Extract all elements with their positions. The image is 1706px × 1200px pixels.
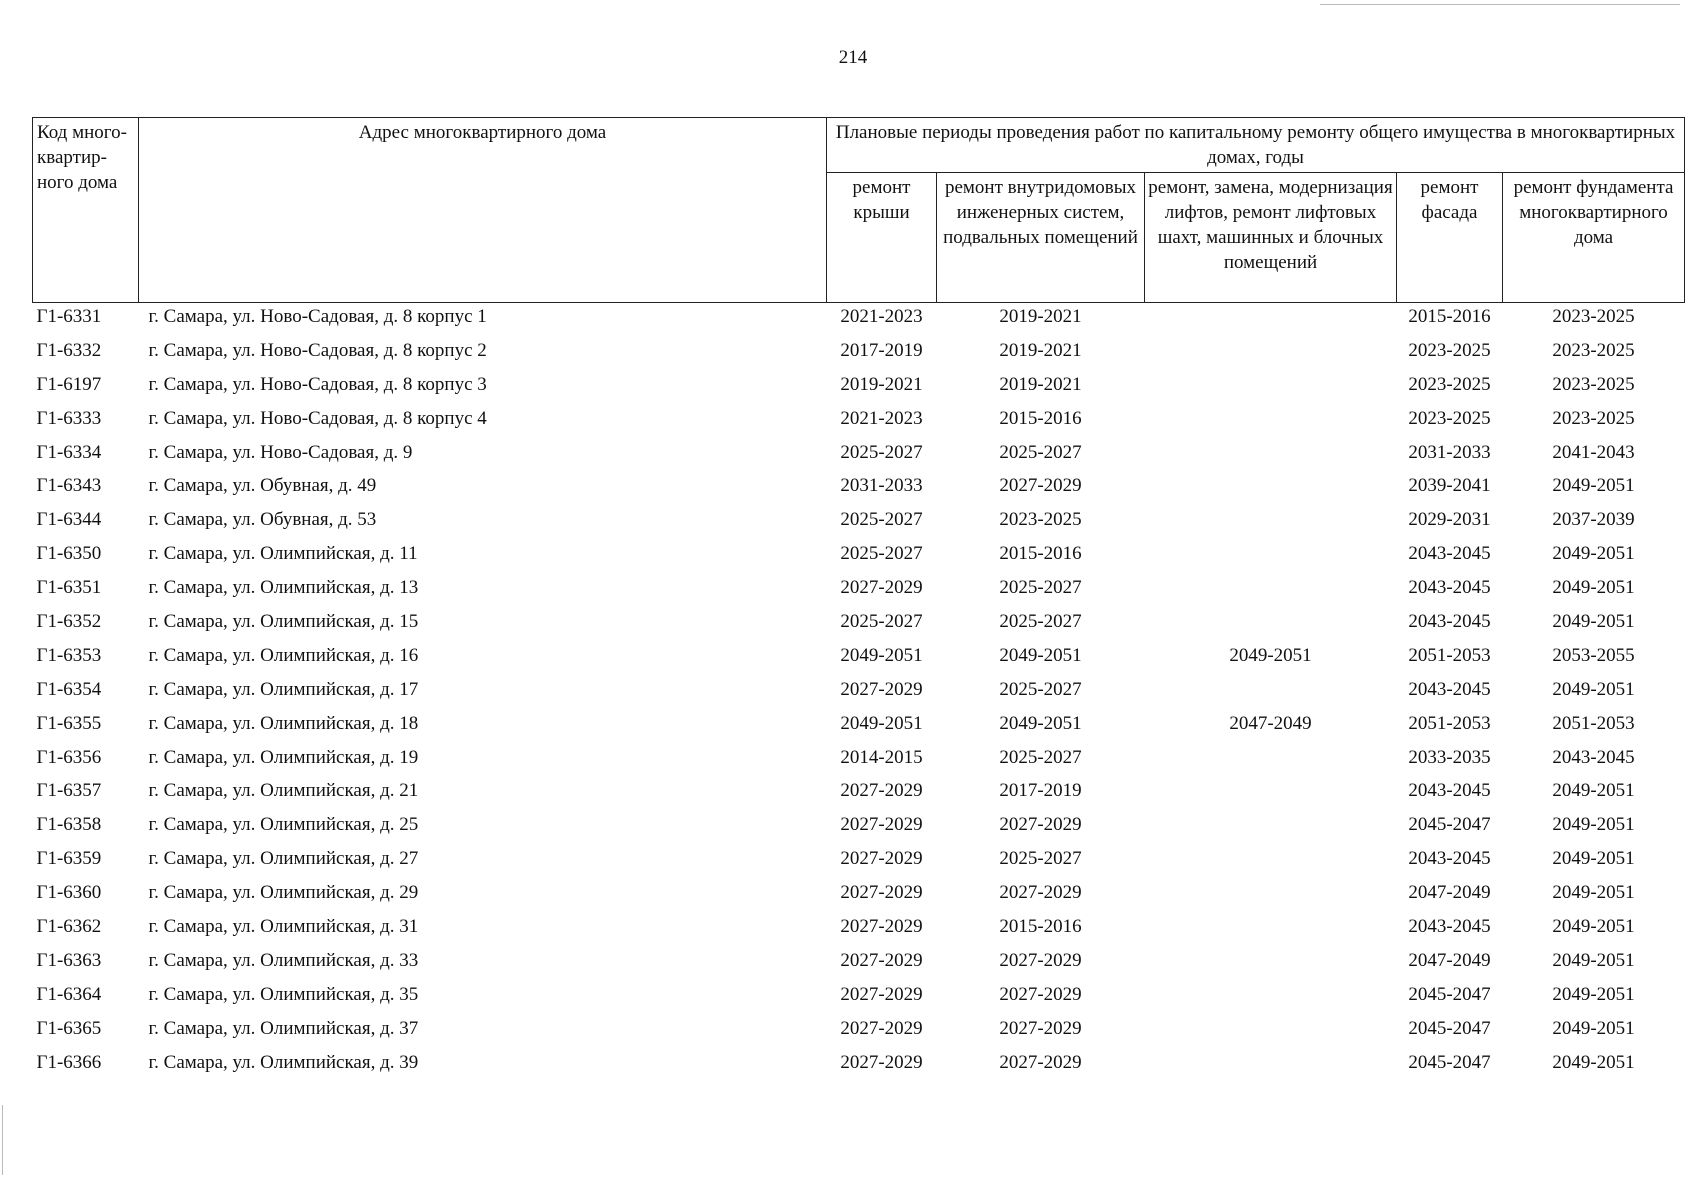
- cell-code: Г1-6351: [36, 577, 102, 599]
- cell-elevators: [1145, 811, 1397, 845]
- cell-elevators: [1145, 845, 1397, 879]
- table-row: [33, 506, 1685, 540]
- cell-address: г. Самара, ул. Обувная, д. 53: [148, 509, 377, 531]
- cell-systems: 2015-2016: [999, 916, 1082, 938]
- cell-systems: 2025-2027: [999, 678, 1082, 700]
- cell-roof: 2027-2029: [840, 882, 923, 904]
- cell-roof: 2021-2023: [840, 306, 923, 327]
- cell-facade: 2043-2045: [1408, 543, 1491, 565]
- cell-elevators: [1145, 676, 1397, 710]
- cell-facade: 2043-2045: [1408, 678, 1491, 700]
- cell-facade: 2023-2025: [1408, 339, 1491, 361]
- cell-elevators: [1145, 744, 1397, 778]
- cell-address: г. Самара, ул. Олимпийская, д. 35: [148, 983, 419, 1005]
- cell-code: Г1-6332: [36, 339, 102, 361]
- table-row: [33, 574, 1685, 608]
- cell-elevators: [1145, 472, 1397, 506]
- cell-foundation: 2023-2025: [1552, 407, 1635, 429]
- cell-foundation: 2051-2053: [1552, 712, 1635, 734]
- cell-code: Г1-6350: [36, 543, 102, 565]
- cell-code: Г1-6358: [36, 814, 102, 836]
- cell-roof: 2017-2019: [840, 339, 923, 361]
- cell-systems: 2027-2029: [999, 949, 1082, 971]
- cell-facade: 2045-2047: [1408, 1017, 1491, 1039]
- cell-roof: 2025-2027: [840, 611, 923, 633]
- cell-foundation: 2049-2051: [1552, 1017, 1635, 1039]
- cell-elevators: [1145, 439, 1397, 473]
- table-row: [33, 472, 1685, 506]
- cell-facade: 2043-2045: [1408, 611, 1491, 633]
- cell-roof: 2027-2029: [840, 983, 923, 1005]
- cell-systems: 2049-2051: [999, 712, 1082, 734]
- cell-facade: 2045-2047: [1408, 983, 1491, 1005]
- table-row: [33, 303, 1685, 337]
- cell-roof: 2027-2029: [840, 949, 923, 971]
- scan-mark-top: [1320, 4, 1680, 5]
- cell-systems: 2015-2016: [999, 543, 1082, 565]
- cell-systems: 2027-2029: [999, 814, 1082, 836]
- cell-facade: 2023-2025: [1408, 407, 1491, 429]
- cell-foundation: 2049-2051: [1552, 949, 1635, 971]
- cell-elevators: [1145, 405, 1397, 439]
- cell-systems: 2025-2027: [999, 848, 1082, 870]
- table-body: [33, 303, 1685, 1083]
- cell-roof: 2049-2051: [840, 712, 923, 734]
- cell-facade: 2045-2047: [1408, 814, 1491, 836]
- cell-address: г. Самара, ул. Ново-Садовая, д. 8 корпус 1: [148, 306, 487, 327]
- cell-code: Г1-6331: [36, 306, 102, 327]
- cell-address: г. Самара, ул. Олимпийская, д. 37: [148, 1017, 419, 1039]
- cell-elevators: [1145, 879, 1397, 913]
- cell-foundation: 2023-2025: [1552, 306, 1635, 327]
- cell-address: г. Самара, ул. Олимпийская, д. 33: [148, 949, 419, 971]
- cell-elevators: [1145, 540, 1397, 574]
- cell-foundation: 2049-2051: [1552, 577, 1635, 599]
- cell-facade: 2051-2053: [1408, 712, 1491, 734]
- cell-roof: 2027-2029: [840, 678, 923, 700]
- cell-foundation: 2049-2051: [1552, 543, 1635, 565]
- cell-elevators: [1145, 1015, 1397, 1049]
- table-row: [33, 439, 1685, 473]
- cell-address: г. Самара, ул. Олимпийская, д. 29: [148, 882, 419, 904]
- cell-elevators: [1145, 913, 1397, 947]
- cell-code: Г1-6366: [36, 1051, 102, 1073]
- header-elevators: ремонт, замена, модернизация лифтов, ремонт лифтовых шахт, машинных и блочных помещений: [1145, 173, 1397, 303]
- table-row: [33, 710, 1685, 744]
- cell-systems: 2025-2027: [999, 441, 1082, 463]
- cell-foundation: 2049-2051: [1552, 780, 1635, 802]
- table-row: [33, 981, 1685, 1015]
- table-row: [33, 608, 1685, 642]
- table-row: [33, 744, 1685, 778]
- cell-systems: 2025-2027: [999, 577, 1082, 599]
- cell-code: Г1-6353: [36, 644, 102, 666]
- cell-elevators: [1145, 947, 1397, 981]
- cell-facade: 2029-2031: [1408, 509, 1491, 531]
- cell-facade: 2047-2049: [1408, 882, 1491, 904]
- cell-systems: 2027-2029: [999, 1017, 1082, 1039]
- cell-code: Г1-6359: [36, 848, 102, 870]
- cell-elevators: [1145, 574, 1397, 608]
- cell-elevators: 2049-2051: [1229, 644, 1312, 666]
- cell-roof: 2027-2029: [840, 814, 923, 836]
- cell-foundation: 2049-2051: [1552, 916, 1635, 938]
- cell-elevators: [1145, 337, 1397, 371]
- cell-address: г. Самара, ул. Обувная, д. 49: [148, 475, 377, 497]
- header-roof: ремонт крыши: [827, 173, 937, 303]
- cell-systems: 2025-2027: [999, 746, 1082, 768]
- cell-code: Г1-6363: [36, 949, 102, 971]
- cell-roof: 2027-2029: [840, 1051, 923, 1073]
- cell-code: Г1-6333: [36, 407, 102, 429]
- header-facade: ремонт фасада: [1397, 173, 1503, 303]
- cell-foundation: 2049-2051: [1552, 882, 1635, 904]
- cell-code: Г1-6343: [36, 475, 102, 497]
- table-row: [33, 405, 1685, 439]
- cell-roof: 2027-2029: [840, 916, 923, 938]
- cell-code: Г1-6365: [36, 1017, 102, 1039]
- cell-elevators: [1145, 371, 1397, 405]
- cell-foundation: 2049-2051: [1552, 678, 1635, 700]
- cell-elevators: [1145, 777, 1397, 811]
- repair-schedule-table: [32, 117, 1685, 1082]
- cell-facade: 2051-2053: [1408, 644, 1491, 666]
- header-foundation: ремонт фундамента многоквартирного дома: [1503, 173, 1685, 303]
- cell-code: Г1-6355: [36, 712, 102, 734]
- cell-code: Г1-6362: [36, 916, 102, 938]
- cell-address: г. Самара, ул. Ново-Садовая, д. 9: [148, 441, 413, 463]
- cell-address: г. Самара, ул. Ново-Садовая, д. 8 корпус 2: [148, 339, 487, 361]
- table-row: [33, 1049, 1685, 1083]
- cell-roof: 2025-2027: [840, 441, 923, 463]
- cell-roof: 2025-2027: [840, 543, 923, 565]
- table-row: [33, 845, 1685, 879]
- cell-systems: 2019-2021: [999, 373, 1082, 395]
- cell-address: г. Самара, ул. Олимпийская, д. 31: [148, 916, 419, 938]
- cell-code: Г1-6357: [36, 780, 102, 802]
- cell-facade: 2033-2035: [1408, 746, 1491, 768]
- cell-roof: 2014-2015: [840, 746, 923, 768]
- cell-address: г. Самара, ул. Олимпийская, д. 21: [148, 780, 419, 802]
- cell-systems: 2025-2027: [999, 611, 1082, 633]
- cell-address: г. Самара, ул. Олимпийская, д. 19: [148, 746, 419, 768]
- cell-systems: 2017-2019: [999, 780, 1082, 802]
- cell-facade: 2045-2047: [1408, 1051, 1491, 1073]
- table-row: [33, 676, 1685, 710]
- table-row: [33, 777, 1685, 811]
- cell-foundation: 2041-2043: [1552, 441, 1635, 463]
- cell-facade: 2031-2033: [1408, 441, 1491, 463]
- cell-address: г. Самара, ул. Олимпийская, д. 15: [148, 611, 419, 633]
- cell-address: г. Самара, ул. Олимпийская, д. 11: [148, 543, 418, 565]
- cell-code: Г1-6356: [36, 746, 102, 768]
- cell-systems: 2027-2029: [999, 1051, 1082, 1073]
- table-row: [33, 879, 1685, 913]
- header-address: Адрес многоквартирного дома: [139, 118, 827, 303]
- cell-code: Г1-6334: [36, 441, 102, 463]
- cell-systems: 2027-2029: [999, 475, 1082, 497]
- cell-elevators: [1145, 981, 1397, 1015]
- cell-address: г. Самара, ул. Олимпийская, д. 16: [148, 644, 419, 666]
- table-row: [33, 947, 1685, 981]
- cell-roof: 2027-2029: [840, 780, 923, 802]
- table-row: [33, 371, 1685, 405]
- cell-foundation: 2043-2045: [1552, 746, 1635, 768]
- cell-elevators: [1145, 1049, 1397, 1083]
- table-row: [33, 642, 1685, 676]
- cell-systems: 2019-2021: [999, 306, 1082, 327]
- cell-systems: 2019-2021: [999, 339, 1082, 361]
- cell-address: г. Самара, ул. Ново-Садовая, д. 8 корпус 3: [148, 373, 487, 395]
- table-row: [33, 913, 1685, 947]
- header-periods-group: Плановые периоды проведения работ по капитальному ремонту общего имущества в многоквартирных домах, годы: [827, 118, 1685, 173]
- cell-address: г. Самара, ул. Олимпийская, д. 25: [148, 814, 419, 836]
- cell-foundation: 2023-2025: [1552, 373, 1635, 395]
- table-row: [33, 811, 1685, 845]
- header-systems: ремонт внутридомовых инженерных систем, подвальных помещений: [937, 173, 1145, 303]
- cell-facade: 2043-2045: [1408, 780, 1491, 802]
- table-row: [33, 337, 1685, 371]
- cell-address: г. Самара, ул. Олимпийская, д. 39: [148, 1051, 419, 1073]
- cell-foundation: 2049-2051: [1552, 814, 1635, 836]
- scan-mark-left: [2, 1105, 3, 1175]
- table-row: [33, 1015, 1685, 1049]
- cell-address: г. Самара, ул. Олимпийская, д. 18: [148, 712, 419, 734]
- cell-facade: 2039-2041: [1408, 475, 1491, 497]
- cell-roof: 2027-2029: [840, 1017, 923, 1039]
- cell-systems: 2023-2025: [999, 509, 1082, 531]
- cell-roof: 2031-2033: [840, 475, 923, 497]
- cell-elevators: [1145, 608, 1397, 642]
- cell-foundation: 2049-2051: [1552, 848, 1635, 870]
- cell-foundation: 2049-2051: [1552, 983, 1635, 1005]
- cell-systems: 2027-2029: [999, 882, 1082, 904]
- cell-elevators: [1145, 506, 1397, 540]
- cell-elevators: 2047-2049: [1229, 712, 1312, 734]
- header-row-top: [33, 118, 1685, 173]
- page-number: 214: [838, 47, 868, 68]
- cell-facade: 2043-2045: [1408, 848, 1491, 870]
- cell-roof: 2049-2051: [840, 644, 923, 666]
- cell-code: Г1-6352: [36, 611, 102, 633]
- table-row: [33, 540, 1685, 574]
- cell-code: Г1-6360: [36, 882, 102, 904]
- cell-facade: 2047-2049: [1408, 949, 1491, 971]
- cell-foundation: 2037-2039: [1552, 509, 1635, 531]
- cell-code: Г1-6354: [36, 678, 102, 700]
- cell-systems: 2049-2051: [999, 644, 1082, 666]
- cell-facade: 2043-2045: [1408, 577, 1491, 599]
- cell-foundation: 2049-2051: [1552, 1051, 1635, 1073]
- cell-code: Г1-6364: [36, 983, 102, 1005]
- cell-address: г. Самара, ул. Олимпийская, д. 17: [148, 678, 419, 700]
- cell-systems: 2015-2016: [999, 407, 1082, 429]
- cell-address: г. Самара, ул. Олимпийская, д. 27: [148, 848, 419, 870]
- cell-roof: 2027-2029: [840, 848, 923, 870]
- cell-facade: 2023-2025: [1408, 373, 1491, 395]
- header-code: Код много-квартир-ного дома: [33, 118, 139, 303]
- cell-foundation: 2023-2025: [1552, 339, 1635, 361]
- cell-elevators: [1145, 303, 1397, 337]
- cell-address: г. Самара, ул. Олимпийская, д. 13: [148, 577, 419, 599]
- cell-facade: 2043-2045: [1408, 916, 1491, 938]
- cell-foundation: 2053-2055: [1552, 644, 1635, 666]
- cell-roof: 2019-2021: [840, 373, 923, 395]
- cell-roof: 2021-2023: [840, 407, 923, 429]
- cell-address: г. Самара, ул. Ново-Садовая, д. 8 корпус 4: [148, 407, 487, 429]
- cell-code: Г1-6197: [36, 373, 102, 395]
- cell-code: Г1-6344: [36, 509, 102, 531]
- cell-foundation: 2049-2051: [1552, 611, 1635, 633]
- cell-foundation: 2049-2051: [1552, 475, 1635, 497]
- cell-facade: 2015-2016: [1408, 306, 1491, 327]
- table-header: [33, 118, 1685, 303]
- cell-systems: 2027-2029: [999, 983, 1082, 1005]
- cell-roof: 2027-2029: [840, 577, 923, 599]
- cell-roof: 2025-2027: [840, 509, 923, 531]
